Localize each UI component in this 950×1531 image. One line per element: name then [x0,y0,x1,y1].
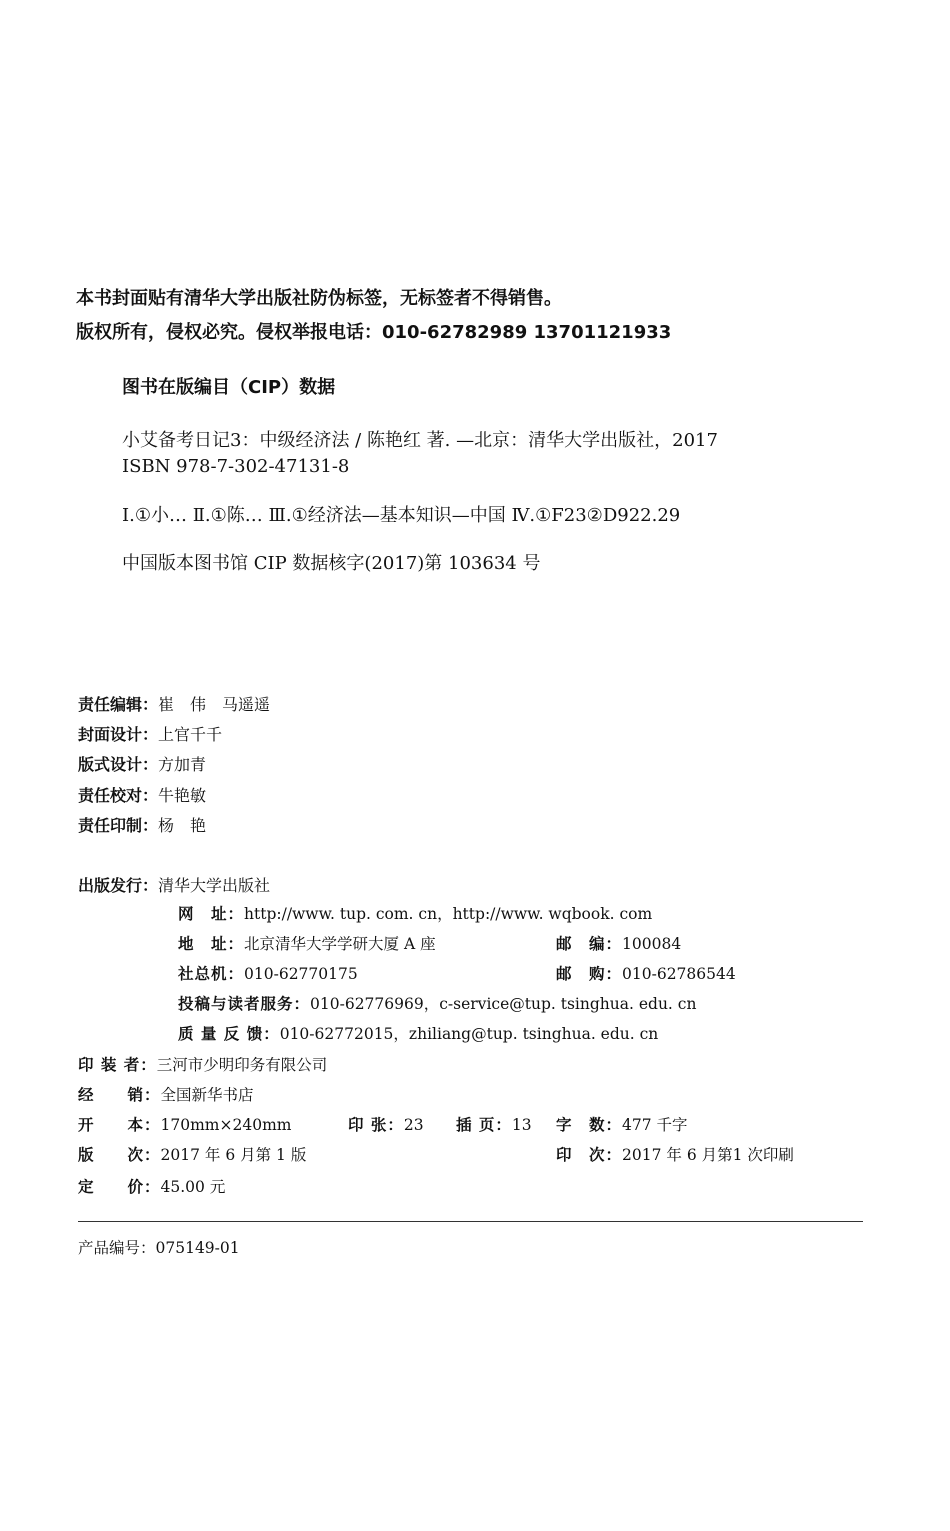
publisher-name: 清华大学出版社 [158,876,271,895]
credit-value: 杨 艳 [158,816,207,835]
plates-value: 13 [511,1116,532,1134]
address-value: 北京清华大学学研大厦 A 座 [244,935,436,953]
credit-label: 责任校对： [78,786,159,805]
credit-row [78,752,206,775]
credit-value: 上官千千 [158,725,223,744]
word-count-value: 477 千字 [622,1116,688,1134]
printing-label: 印 次： [556,1146,623,1164]
credit-label: 责任印制： [78,816,159,835]
format-row [78,1113,291,1135]
postcode-label: 邮 编： [556,935,623,953]
cip-isbn: ISBN 978-7-302-47131-8 [122,456,350,477]
switchboard-value: 010-62770175 [244,965,358,983]
price-value: 45.00 元 [160,1178,226,1196]
sheets-row [348,1113,424,1135]
format-label: 开 本： [78,1116,161,1134]
word-count-label: 字 数： [556,1116,623,1134]
quality-feedback-row [178,1022,658,1044]
price-label: 定 价： [78,1178,161,1196]
credit-row [78,692,270,715]
plates-label: 插 页： [456,1116,512,1134]
website-row [178,902,652,924]
cip-record-line: 小艾备考日记3：中级经济法 / 陈艳红 著. —北京：清华大学出版社，2017 [122,430,718,451]
cip-subjects: Ⅰ.①小… Ⅱ.①陈… Ⅲ.①经济法—基本知识—中国 Ⅳ.①F23②D922.29 [122,505,681,526]
credit-row [78,722,222,745]
quality-feedback-value: 010-62772015，zhiliang@tup. tsinghua. edu. cn [279,1025,659,1043]
cip-title: 图书在版编目（CIP）数据 [122,377,336,398]
mailorder-row [556,962,736,984]
credit-label: 责任编辑： [78,695,159,714]
credit-row [78,813,206,836]
copyright-notice: 版权所有，侵权必究。侵权举报电话：010-62782989 13701121933 [76,322,672,343]
word-count-row [556,1113,688,1135]
publisher-row [78,873,270,896]
edition-row [78,1143,306,1165]
price-row [78,1175,225,1197]
address-label: 地 址： [178,935,245,953]
credit-value: 牛艳敏 [158,786,207,805]
switchboard-row [178,962,358,984]
credit-label: 版式设计： [78,755,159,774]
edition-value: 2017 年 6 月第 1 版 [160,1146,307,1164]
quality-feedback-label: 质 量 反 馈： [178,1025,280,1043]
anti-counterfeit-notice: 本书封面贴有清华大学出版社防伪标签，无标签者不得销售。 [76,288,562,309]
printer-value: 三河市少明印务有限公司 [156,1056,328,1074]
reader-service-row [178,992,696,1014]
printing-value: 2017 年 6 月第1 次印刷 [622,1146,794,1164]
distributor-row [78,1083,254,1105]
sheets-label: 印 张： [348,1116,404,1134]
mailorder-label: 邮 购： [556,965,623,983]
credit-value: 方加青 [158,755,207,774]
website-label: 网 址： [178,905,245,923]
publisher-label: 出版发行： [78,876,159,895]
postcode-value: 100084 [622,935,682,953]
distributor-label: 经 销： [78,1086,161,1104]
reader-service-label: 投稿与读者服务： [178,995,311,1013]
sheets-value: 23 [403,1116,424,1134]
credit-label: 封面设计： [78,725,159,744]
address-row [178,932,436,954]
cip-number: 中国版本图书馆 CIP 数据核字(2017)第 103634 号 [122,553,541,574]
plates-row [456,1113,532,1135]
printer-row [78,1053,327,1075]
printer-label: 印 装 者： [78,1056,157,1074]
printing-row [556,1143,794,1165]
website-value: http://www. tup. com. cn，http://www. wqbook. com [244,905,653,923]
credit-value: 崔 伟 马遥遥 [158,695,271,714]
divider-line [78,1221,863,1222]
edition-label: 版 次： [78,1146,161,1164]
postcode-row [556,932,681,954]
switchboard-label: 社总机： [178,965,245,983]
mailorder-value: 010-62786544 [622,965,736,983]
credit-row [78,783,206,806]
format-value: 170mm×240mm [160,1116,292,1134]
reader-service-value: 010-62776969，c-service@tup. tsinghua. edu. cn [310,995,697,1013]
distributor-value: 全国新华书店 [160,1086,254,1104]
product-code: 产品编号：075149-01 [78,1239,240,1257]
